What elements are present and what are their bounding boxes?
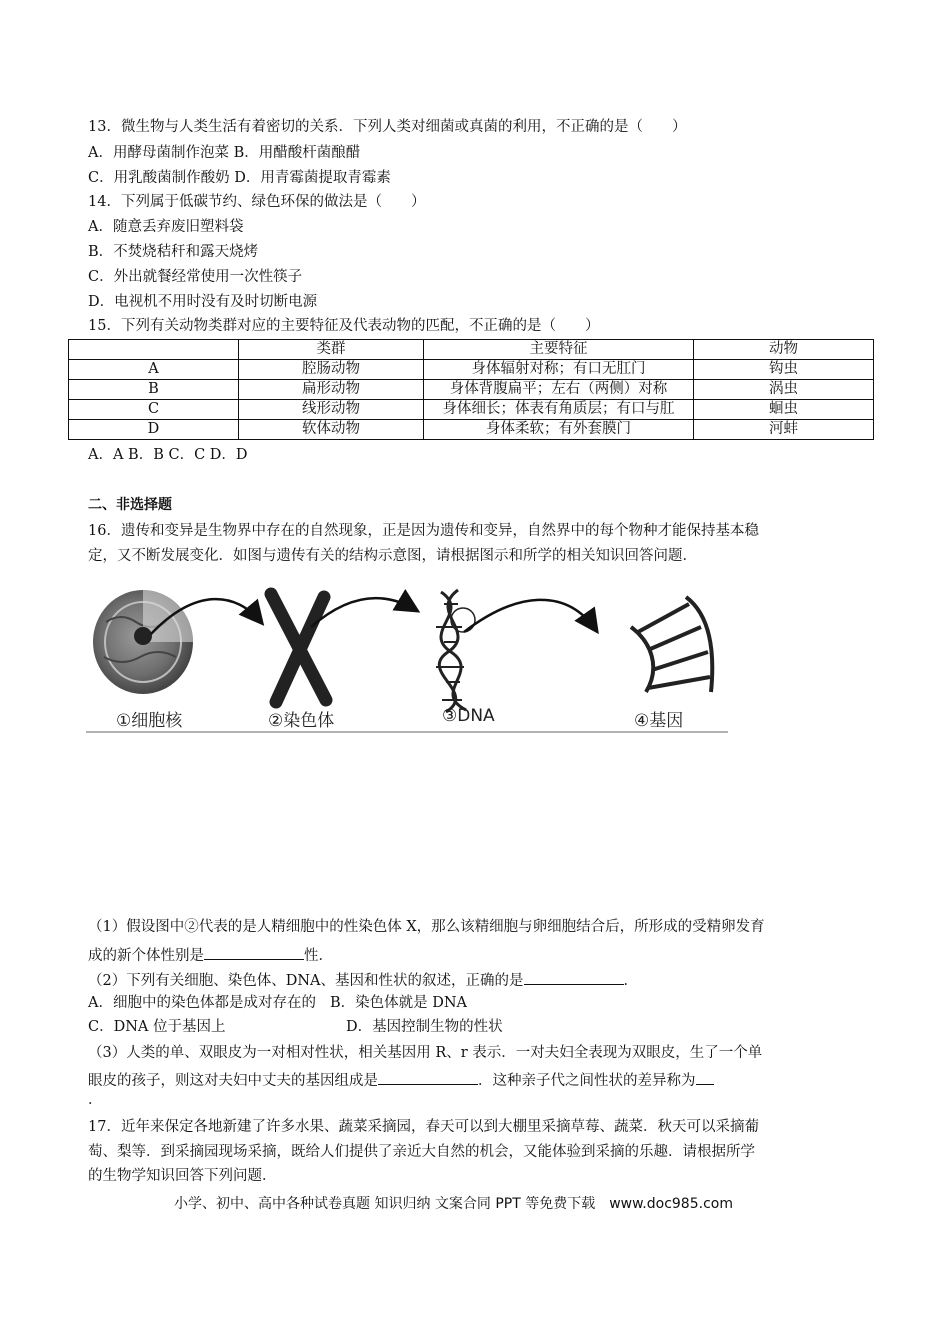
q14-stem: 14．下列属于低碳节约、绿色环保的做法是（ ） [88,194,426,210]
table-header-cell: 动物 [694,340,874,360]
table-cell: 蛔虫 [694,400,874,420]
table-row [69,420,874,440]
dna-helix-image [436,590,475,712]
q16-part2-text: （2）下列有关细胞、染色体、DNA、基因和性状的叙述，正确的是 [88,973,524,989]
q16-part2-suffix: ． [623,973,639,989]
table-cell: 身体柔软；有外套膜门 [424,420,694,440]
q13-stem: 13．微生物与人类生活有着密切的关系．下列人类对细菌或真菌的利用，不正确的是（ ） [88,119,687,135]
q16-part3-line2 [88,1068,714,1091]
table-row [69,360,874,380]
table-cell: 线形动物 [239,400,424,420]
answer-blank[interactable] [378,1068,478,1085]
table-cell: D [69,420,239,440]
gene-image [631,597,712,692]
answer-blank[interactable] [524,968,624,985]
table-cell: 扁形动物 [239,380,424,400]
table-row [69,400,874,420]
q16-part2-option-b: B．染色体就是 DNA [329,995,468,1011]
q16-part1-suffix: 性． [304,948,333,964]
table-row [69,380,874,400]
table-cell: 河蚌 [694,420,874,440]
answer-blank[interactable] [696,1068,714,1085]
table-cell: B [69,380,239,400]
q17-line1: 17．近年来保定各地新建了许多水果、蔬菜采摘园，春天可以到大棚里采摘草莓、蔬菜．秋天可以采摘葡 [88,1119,759,1135]
q14-option-b: B．不焚烧秸秆和露天烧烤 [88,244,259,260]
q13-options-ab: A．用酵母菌制作泡菜 B．用醋酸杆菌酿醋 [88,145,361,161]
table-cell: 钩虫 [694,360,874,380]
q16-part1-line2 [88,943,333,966]
label-chromosome: ②染色体 [268,711,335,731]
table-cell: A [69,360,239,380]
q15-table [68,339,874,440]
table-cell: 腔肠动物 [239,360,424,380]
table-header-cell: 类群 [239,340,424,360]
table-header-cell [69,340,239,360]
q16-stem-line2: 定，又不断发展变化．如图与遗传有关的结构示意图，请根据图示和所学的相关知识回答问题． [88,548,697,564]
label-gene: ④基因 [634,711,684,731]
table-header-row [69,340,874,360]
table-cell: 软体动物 [239,420,424,440]
answer-blank[interactable] [204,943,304,960]
q15-stem: 15．下列有关动物类群对应的主要特征及代表动物的匹配，不正确的是（ ） [88,318,600,334]
q16-part1-text: 成的新个体性别是 [88,948,204,964]
q16-part3-line3: ． [88,1092,103,1108]
section-title: 二、非选择题 [88,497,172,513]
q16-part2-options-ab [88,993,467,1013]
heredity-diagram [86,582,728,734]
table-cell: 身体辐射对称；有口无肛门 [424,360,694,380]
q16-part3-text-2: ．这种亲子代之间性状的差异称为 [478,1073,696,1089]
q17-line3: 的生物学知识回答下列问题． [88,1168,277,1184]
table-cell: 身体细长；体表有角质层；有口与肛 [424,400,694,420]
q15-options: A．A B．B C．C D．D [88,447,248,463]
q17-line2: 萄、梨等．到采摘园现场采摘，既给人们提供了亲近大自然的机会，又能体验到采摘的乐趣．请根据所学 [88,1144,755,1160]
q16-part2-option-a: A．细胞中的染色体都是成对存在的 [88,995,316,1011]
cell-nucleus-image [93,590,193,694]
q14-option-c: C．外出就餐经常使用一次性筷子 [88,269,303,285]
q13-options-cd: C．用乳酸菌制作酸奶 D．用青霉菌提取青霉素 [88,170,391,186]
table-cell: C [69,400,239,420]
q16-part2-option-c: C．DNA 位于基因上 [88,1019,226,1035]
label-cell-nucleus: ①细胞核 [116,711,183,731]
page-footer: 小学、初中、高中各种试卷真题 知识归纳 文案合同 PPT 等免费下载 www.doc985.com [174,1196,733,1212]
table-cell: 涡虫 [694,380,874,400]
q16-part2-option-d: D．基因控制生物的性状 [346,1019,503,1035]
q16-part2-options-cd [88,1017,503,1037]
q16-stem-line1: 16．遗传和变异是生物界中存在的自然现象，正是因为遗传和变异，自然界中的每个物种才能保持基本稳 [88,523,759,539]
table-cell: 身体背腹扁平；左右（两侧）对称 [424,380,694,400]
q14-option-a: A．随意丢弃废旧塑料袋 [88,219,244,235]
q16-part3-text: 眼皮的孩子，则这对夫妇中丈夫的基因组成是 [88,1073,378,1089]
table-header-cell: 主要特征 [424,340,694,360]
label-dna: ③DNA [442,706,495,726]
q16-part1-line1: （1）假设图中②代表的是人精细胞中的性染色体 X，那么该精细胞与卵细胞结合后，所形成的受精卵发育 [88,919,765,935]
q16-part3-line1: （3）人类的单、双眼皮为一对相对性状，相关基因用 R、r 表示．一对夫妇全表现为双眼皮，生了一个单 [88,1045,763,1061]
heredity-structure-figure [86,582,728,734]
arrow-3 [464,600,596,632]
chromosome-image [271,594,326,702]
q16-part2-stem [88,968,638,991]
q14-option-d: D．电视机不用时没有及时切断电源 [88,294,318,310]
